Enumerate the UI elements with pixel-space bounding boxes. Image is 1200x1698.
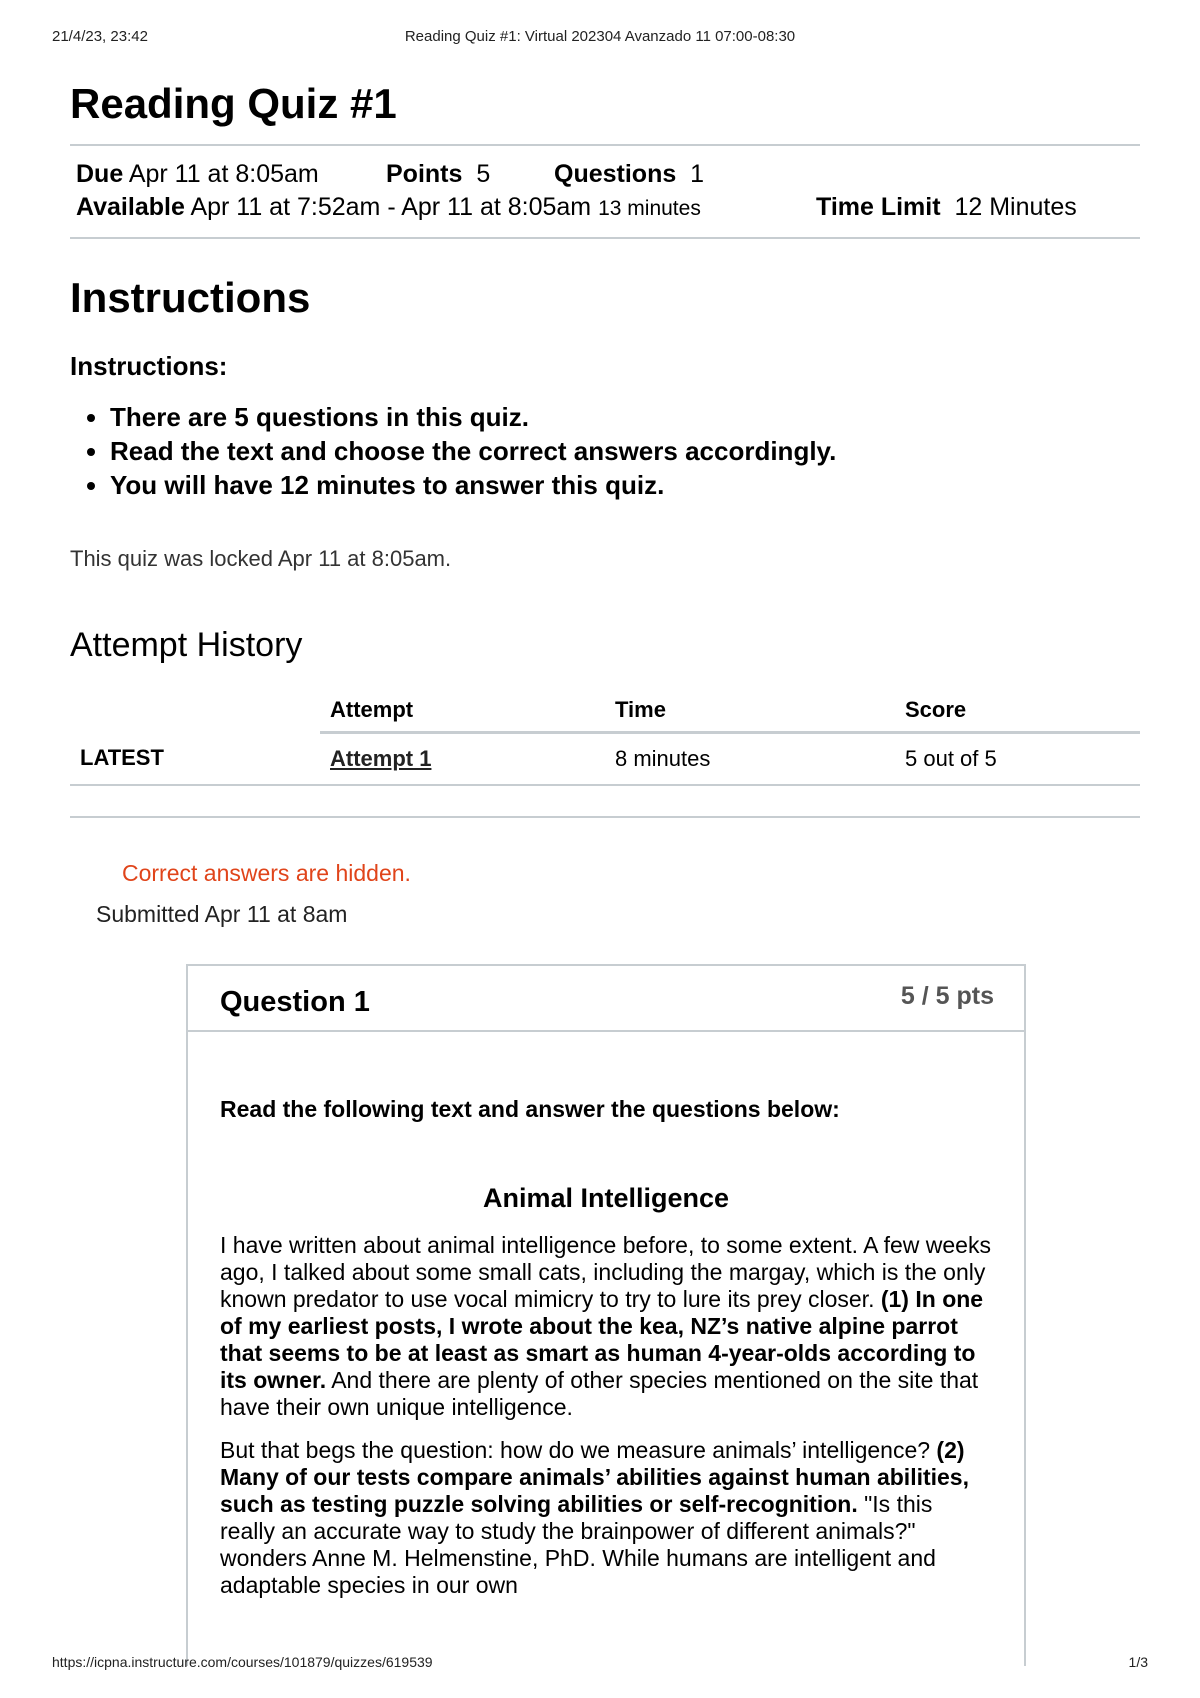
due-info bbox=[76, 158, 386, 191]
paragraph-text: "Is this really an accurate way to study the brainpower of different animals?" wonders Anne M. Helmenstine, PhD. While humans are intelligent and adaptable species in our own bbox=[220, 1491, 936, 1598]
page-number: 1/3 bbox=[1128, 1654, 1148, 1670]
time-limit-value: 12 Minutes bbox=[954, 193, 1077, 221]
instructions-heading: Instructions bbox=[70, 274, 311, 321]
questions-label: Questions bbox=[554, 160, 677, 188]
attempt-history-heading: Attempt History bbox=[70, 626, 303, 664]
instruction-item: • There are 5 questions in this quiz. bbox=[110, 400, 1140, 434]
attempt-cell bbox=[320, 733, 605, 786]
article-paragraph bbox=[220, 1437, 992, 1599]
article-paragraph bbox=[220, 1232, 992, 1421]
correct-answers-hidden-notice: Correct answers are hidden. bbox=[122, 860, 411, 886]
locked-notice: This quiz was locked Apr 11 at 8:05am. bbox=[70, 546, 452, 571]
instructions-subheading: Instructions: bbox=[70, 351, 228, 381]
page-title: Reading Quiz #1 bbox=[70, 80, 397, 127]
question-body bbox=[188, 1096, 1024, 1599]
column-header-time: Time bbox=[605, 691, 895, 733]
print-url: https://icpna.instructure.com/courses/101879/quizzes/619539 bbox=[52, 1654, 433, 1670]
question-points: 5 / 5 pts bbox=[900, 982, 994, 1010]
available-label: Available bbox=[76, 193, 185, 221]
question-prompt: Read the following text and answer the questions below: bbox=[220, 1096, 840, 1122]
quiz-details bbox=[70, 144, 1140, 239]
print-date: 21/4/23, 23:42 bbox=[52, 28, 148, 45]
instruction-item: • Read the text and choose the correct answers accordingly. bbox=[110, 434, 1140, 468]
column-header-tag bbox=[70, 691, 320, 733]
print-header bbox=[0, 28, 1200, 48]
highlighted-sentence: (1) In one of my earliest posts, I wrote about the kea, NZ’s native alpine parrot that seems to be at least as smart as human 4-year-olds according to its owner. bbox=[220, 1286, 984, 1393]
questions-value: 1 bbox=[690, 160, 705, 188]
paragraph-text: And there are plenty of other species mentioned on the site that have their own unique intelligence. bbox=[220, 1367, 979, 1420]
column-header-attempt: Attempt bbox=[320, 691, 605, 733]
time-limit-label: Time Limit bbox=[816, 193, 941, 221]
instruction-item: • You will have 12 minutes to answer this quiz. bbox=[110, 468, 1140, 502]
time-limit-info bbox=[816, 191, 1077, 225]
available-info bbox=[76, 191, 816, 225]
paragraph-text: But that begs the question: how do we measure animals’ intelligence? bbox=[220, 1437, 937, 1463]
due-label: Due bbox=[76, 160, 124, 188]
points-info bbox=[386, 158, 554, 191]
latest-tag: LATEST bbox=[70, 733, 320, 786]
attempt-link[interactable]: Attempt 1 bbox=[330, 746, 432, 771]
points-value: 5 bbox=[476, 160, 491, 188]
instructions-list bbox=[70, 400, 1140, 502]
quiz-content bbox=[70, 78, 1140, 928]
attempt-history-table bbox=[70, 691, 1140, 786]
column-header-score: Score bbox=[895, 691, 1140, 733]
question-header bbox=[188, 966, 1024, 1032]
table-header-row bbox=[70, 691, 1140, 733]
article-title: Animal Intelligence bbox=[482, 1183, 730, 1213]
question-card bbox=[186, 964, 1026, 1666]
paragraph-text: I have written about animal intelligence before, to some extent. A few weeks ago, I talked about some small cats, including the margay, which is the only known predator to use vocal mimicry to try to lure its prey closer. bbox=[220, 1232, 991, 1312]
time-cell: 8 minutes bbox=[605, 733, 895, 786]
score-cell: 5 out of 5 bbox=[895, 733, 1140, 786]
question-label: Question 1 bbox=[220, 986, 370, 1018]
table-row bbox=[70, 733, 1140, 786]
available-duration: 13 minutes bbox=[598, 197, 701, 220]
print-doc-title: Reading Quiz #1: Virtual 202304 Avanzado 11 07:00-08:30 bbox=[404, 28, 796, 45]
available-value: Apr 11 at 7:52am - Apr 11 at 8:05am bbox=[190, 193, 592, 221]
points-label: Points bbox=[386, 160, 463, 188]
submitted-info: Submitted Apr 11 at 8am bbox=[96, 901, 348, 927]
highlighted-sentence: (2) Many of our tests compare animals’ abilities against human abilities, such as testing puzzle solving abilities or self-recognition. bbox=[220, 1437, 969, 1517]
questions-info bbox=[554, 158, 704, 191]
divider bbox=[70, 816, 1140, 818]
due-value: Apr 11 at 8:05am bbox=[128, 160, 319, 188]
